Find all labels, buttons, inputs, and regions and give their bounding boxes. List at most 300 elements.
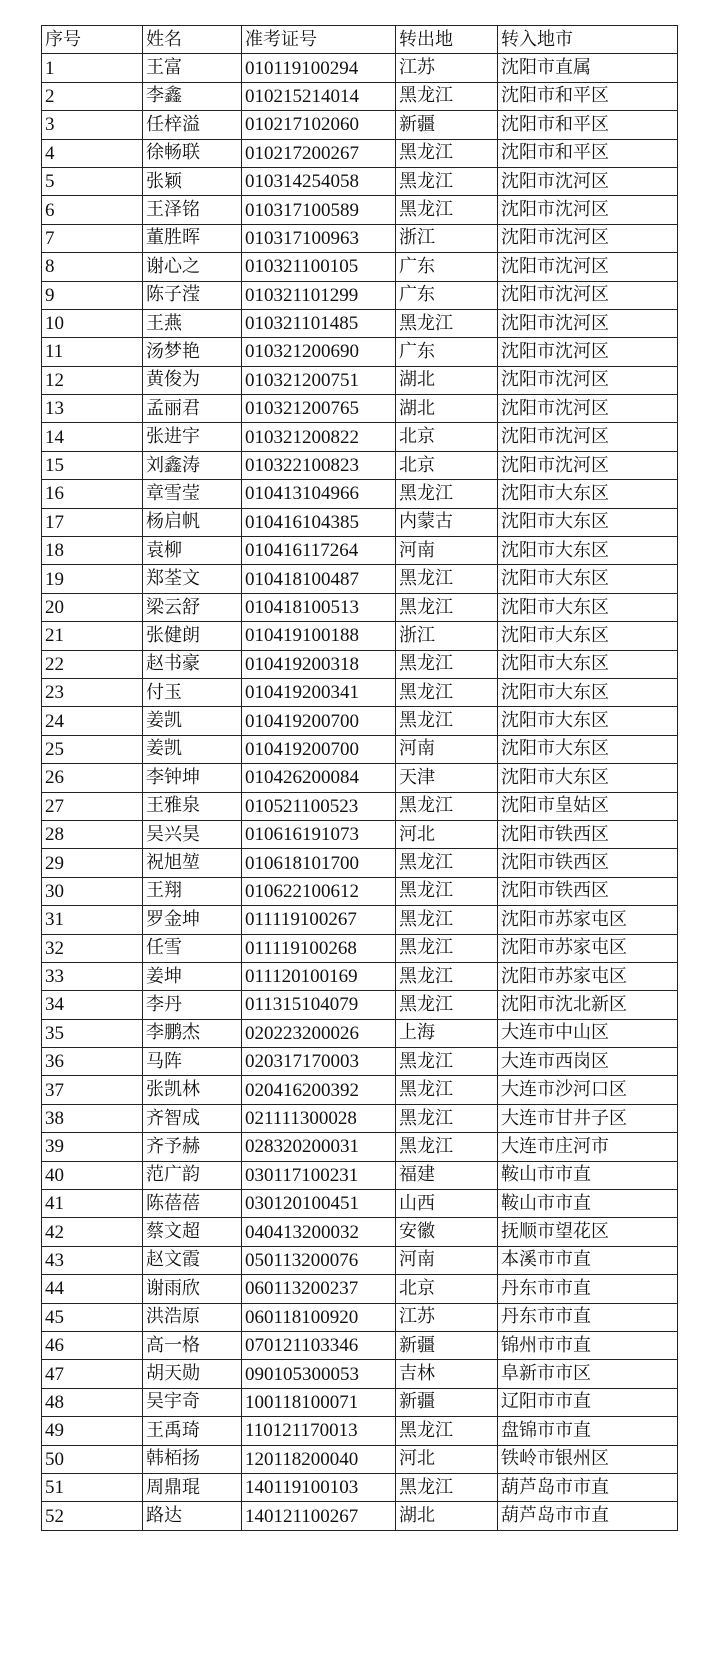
- table-row: [42, 1161, 678, 1189]
- cell-name: 李钟坤: [143, 764, 242, 792]
- cell-origin: 内蒙古: [396, 508, 498, 536]
- cell-name: 张健朗: [143, 622, 242, 650]
- cell-serial-number: 4: [42, 139, 143, 167]
- cell-exam-id: 050113200076: [242, 1246, 396, 1274]
- cell-name: 罗金坤: [143, 906, 242, 934]
- cell-destination: 锦州市市直: [498, 1331, 678, 1359]
- cell-origin: 黑龙江: [396, 1473, 498, 1501]
- cell-destination: 大连市庄河市: [498, 1133, 678, 1161]
- cell-destination: 沈阳市铁西区: [498, 820, 678, 848]
- cell-origin: 黑龙江: [396, 82, 498, 110]
- cell-origin: 江苏: [396, 1303, 498, 1331]
- cell-serial-number: 12: [42, 366, 143, 394]
- cell-serial-number: 13: [42, 395, 143, 423]
- cell-serial-number: 2: [42, 82, 143, 110]
- cell-exam-id: 010616191073: [242, 820, 396, 848]
- cell-exam-id: 010321200751: [242, 366, 396, 394]
- cell-destination: 丹东市市直: [498, 1303, 678, 1331]
- cell-origin: 黑龙江: [396, 1133, 498, 1161]
- cell-destination: 本溪市市直: [498, 1246, 678, 1274]
- cell-destination: 沈阳市大东区: [498, 764, 678, 792]
- cell-name: 王翔: [143, 877, 242, 905]
- cell-origin: 黑龙江: [396, 792, 498, 820]
- cell-name: 陈子滢: [143, 281, 242, 309]
- table-row: [42, 849, 678, 877]
- cell-exam-id: 030117100231: [242, 1161, 396, 1189]
- cell-destination: 葫芦岛市市直: [498, 1473, 678, 1501]
- cell-name: 吴兴昊: [143, 820, 242, 848]
- cell-exam-id: 020223200026: [242, 1019, 396, 1047]
- cell-exam-id: 010622100612: [242, 877, 396, 905]
- cell-destination: 大连市沙河口区: [498, 1076, 678, 1104]
- cell-serial-number: 23: [42, 678, 143, 706]
- cell-serial-number: 46: [42, 1331, 143, 1359]
- table-row: [42, 820, 678, 848]
- header-serial-number: 序号: [42, 26, 143, 54]
- cell-origin: 黑龙江: [396, 1104, 498, 1132]
- cell-name: 任梓溢: [143, 111, 242, 139]
- cell-name: 洪浩原: [143, 1303, 242, 1331]
- cell-serial-number: 24: [42, 707, 143, 735]
- cell-exam-id: 010419200700: [242, 707, 396, 735]
- cell-serial-number: 16: [42, 480, 143, 508]
- cell-origin: 黑龙江: [396, 309, 498, 337]
- table-row: [42, 1104, 678, 1132]
- cell-serial-number: 37: [42, 1076, 143, 1104]
- cell-origin: 黑龙江: [396, 849, 498, 877]
- table-row: [42, 1076, 678, 1104]
- cell-name: 高一格: [143, 1331, 242, 1359]
- cell-name: 路达: [143, 1502, 242, 1530]
- cell-destination: 沈阳市沈河区: [498, 309, 678, 337]
- table-row: [42, 224, 678, 252]
- cell-exam-id: 010217102060: [242, 111, 396, 139]
- cell-name: 章雪莹: [143, 480, 242, 508]
- cell-name: 姜坤: [143, 962, 242, 990]
- cell-destination: 沈阳市沈河区: [498, 451, 678, 479]
- table-row: [42, 877, 678, 905]
- cell-exam-id: 010314254058: [242, 167, 396, 195]
- cell-serial-number: 42: [42, 1218, 143, 1246]
- cell-exam-id: 030120100451: [242, 1190, 396, 1218]
- table-row: [42, 537, 678, 565]
- cell-exam-id: 010317100963: [242, 224, 396, 252]
- cell-destination: 沈阳市大东区: [498, 622, 678, 650]
- table-row: [42, 338, 678, 366]
- cell-destination: 沈阳市沈河区: [498, 395, 678, 423]
- table-row: [42, 1218, 678, 1246]
- cell-origin: 黑龙江: [396, 593, 498, 621]
- cell-destination: 葫芦岛市市直: [498, 1502, 678, 1530]
- cell-name: 祝旭堃: [143, 849, 242, 877]
- cell-origin: 黑龙江: [396, 650, 498, 678]
- cell-destination: 沈阳市大东区: [498, 480, 678, 508]
- cell-serial-number: 48: [42, 1388, 143, 1416]
- table-row: [42, 565, 678, 593]
- cell-name: 徐畅联: [143, 139, 242, 167]
- cell-name: 王富: [143, 54, 242, 82]
- cell-origin: 黑龙江: [396, 480, 498, 508]
- cell-destination: 沈阳市沈河区: [498, 224, 678, 252]
- cell-exam-id: 120118200040: [242, 1445, 396, 1473]
- cell-exam-id: 010217200267: [242, 139, 396, 167]
- cell-origin: 新疆: [396, 1331, 498, 1359]
- cell-destination: 沈阳市苏家屯区: [498, 934, 678, 962]
- table-row: [42, 1275, 678, 1303]
- cell-exam-id: 140121100267: [242, 1502, 396, 1530]
- cell-serial-number: 33: [42, 962, 143, 990]
- cell-origin: 江苏: [396, 54, 498, 82]
- cell-name: 董胜晖: [143, 224, 242, 252]
- cell-exam-id: 010416117264: [242, 537, 396, 565]
- cell-name: 张进宇: [143, 423, 242, 451]
- table-row: [42, 253, 678, 281]
- cell-serial-number: 32: [42, 934, 143, 962]
- cell-origin: 湖北: [396, 1502, 498, 1530]
- cell-name: 郑荃文: [143, 565, 242, 593]
- cell-exam-id: 140119100103: [242, 1473, 396, 1501]
- cell-origin: 河北: [396, 1445, 498, 1473]
- cell-origin: 浙江: [396, 224, 498, 252]
- table-row: [42, 1331, 678, 1359]
- cell-destination: 沈阳市大东区: [498, 537, 678, 565]
- cell-destination: 沈阳市和平区: [498, 82, 678, 110]
- table-row: [42, 309, 678, 337]
- cell-serial-number: 7: [42, 224, 143, 252]
- table-row: [42, 707, 678, 735]
- table-row: [42, 1360, 678, 1388]
- cell-exam-id: 010521100523: [242, 792, 396, 820]
- table-row: [42, 508, 678, 536]
- cell-origin: 黑龙江: [396, 877, 498, 905]
- cell-name: 韩栢扬: [143, 1445, 242, 1473]
- cell-name: 张颖: [143, 167, 242, 195]
- cell-exam-id: 010419200318: [242, 650, 396, 678]
- cell-name: 汤梦艳: [143, 338, 242, 366]
- header-exam-id: 准考证号: [242, 26, 396, 54]
- table-row: [42, 366, 678, 394]
- cell-name: 马阵: [143, 1048, 242, 1076]
- table-row: [42, 1445, 678, 1473]
- cell-destination: 沈阳市和平区: [498, 111, 678, 139]
- cell-origin: 黑龙江: [396, 1417, 498, 1445]
- cell-origin: 湖北: [396, 395, 498, 423]
- cell-exam-id: 010419200341: [242, 678, 396, 706]
- cell-serial-number: 43: [42, 1246, 143, 1274]
- table-row: [42, 792, 678, 820]
- cell-name: 胡天勋: [143, 1360, 242, 1388]
- cell-destination: 辽阳市市直: [498, 1388, 678, 1416]
- cell-name: 王燕: [143, 309, 242, 337]
- cell-serial-number: 22: [42, 650, 143, 678]
- cell-exam-id: 010419200700: [242, 735, 396, 763]
- transfer-student-table: [41, 25, 678, 1531]
- table-row: [42, 395, 678, 423]
- header-name: 姓名: [143, 26, 242, 54]
- cell-serial-number: 45: [42, 1303, 143, 1331]
- cell-origin: 广东: [396, 281, 498, 309]
- cell-origin: 黑龙江: [396, 934, 498, 962]
- table-row: [42, 735, 678, 763]
- cell-serial-number: 25: [42, 735, 143, 763]
- cell-origin: 山西: [396, 1190, 498, 1218]
- cell-name: 杨启帆: [143, 508, 242, 536]
- cell-exam-id: 010322100823: [242, 451, 396, 479]
- cell-destination: 大连市中山区: [498, 1019, 678, 1047]
- cell-origin: 广东: [396, 338, 498, 366]
- table-row: [42, 962, 678, 990]
- cell-destination: 沈阳市沈河区: [498, 338, 678, 366]
- cell-serial-number: 49: [42, 1417, 143, 1445]
- cell-destination: 沈阳市直属: [498, 54, 678, 82]
- cell-serial-number: 30: [42, 877, 143, 905]
- cell-destination: 大连市甘井子区: [498, 1104, 678, 1132]
- cell-name: 刘鑫涛: [143, 451, 242, 479]
- cell-origin: 黑龙江: [396, 565, 498, 593]
- cell-destination: 沈阳市沈河区: [498, 196, 678, 224]
- cell-exam-id: 010321200765: [242, 395, 396, 423]
- cell-name: 蔡文超: [143, 1218, 242, 1246]
- header-origin: 转出地: [396, 26, 498, 54]
- cell-exam-id: 020416200392: [242, 1076, 396, 1104]
- cell-name: 王禹琦: [143, 1417, 242, 1445]
- cell-destination: 沈阳市铁西区: [498, 849, 678, 877]
- cell-exam-id: 010418100487: [242, 565, 396, 593]
- cell-serial-number: 47: [42, 1360, 143, 1388]
- table-row: [42, 593, 678, 621]
- cell-serial-number: 40: [42, 1161, 143, 1189]
- cell-serial-number: 27: [42, 792, 143, 820]
- table-row: [42, 1019, 678, 1047]
- cell-serial-number: 18: [42, 537, 143, 565]
- cell-origin: 黑龙江: [396, 962, 498, 990]
- cell-name: 周鼎琨: [143, 1473, 242, 1501]
- cell-destination: 沈阳市铁西区: [498, 877, 678, 905]
- cell-name: 王雅泉: [143, 792, 242, 820]
- table-row: [42, 139, 678, 167]
- cell-origin: 黑龙江: [396, 1048, 498, 1076]
- cell-origin: 黑龙江: [396, 906, 498, 934]
- cell-origin: 湖北: [396, 366, 498, 394]
- cell-destination: 抚顺市望花区: [498, 1218, 678, 1246]
- table-row: [42, 1246, 678, 1274]
- table-row: [42, 991, 678, 1019]
- cell-serial-number: 38: [42, 1104, 143, 1132]
- cell-destination: 阜新市市区: [498, 1360, 678, 1388]
- cell-serial-number: 10: [42, 309, 143, 337]
- table-row: [42, 54, 678, 82]
- cell-exam-id: 010119100294: [242, 54, 396, 82]
- cell-origin: 吉林: [396, 1360, 498, 1388]
- cell-exam-id: 010215214014: [242, 82, 396, 110]
- cell-name: 范广韵: [143, 1161, 242, 1189]
- cell-exam-id: 110121170013: [242, 1417, 396, 1445]
- cell-destination: 沈阳市苏家屯区: [498, 962, 678, 990]
- cell-origin: 黑龙江: [396, 139, 498, 167]
- cell-origin: 浙江: [396, 622, 498, 650]
- cell-exam-id: 010416104385: [242, 508, 396, 536]
- cell-serial-number: 8: [42, 253, 143, 281]
- cell-serial-number: 6: [42, 196, 143, 224]
- cell-origin: 黑龙江: [396, 167, 498, 195]
- table-body: [42, 54, 678, 1530]
- cell-serial-number: 34: [42, 991, 143, 1019]
- cell-exam-id: 010321101485: [242, 309, 396, 337]
- cell-serial-number: 51: [42, 1473, 143, 1501]
- cell-serial-number: 9: [42, 281, 143, 309]
- cell-exam-id: 010321200690: [242, 338, 396, 366]
- table-row: [42, 678, 678, 706]
- cell-origin: 黑龙江: [396, 707, 498, 735]
- cell-exam-id: 100118100071: [242, 1388, 396, 1416]
- cell-destination: 鞍山市市直: [498, 1190, 678, 1218]
- table-row: [42, 281, 678, 309]
- table-row: [42, 764, 678, 792]
- cell-exam-id: 010418100513: [242, 593, 396, 621]
- cell-destination: 大连市西岗区: [498, 1048, 678, 1076]
- cell-serial-number: 36: [42, 1048, 143, 1076]
- cell-exam-id: 010426200084: [242, 764, 396, 792]
- cell-destination: 沈阳市沈河区: [498, 423, 678, 451]
- cell-name: 王泽铭: [143, 196, 242, 224]
- table-row: [42, 1417, 678, 1445]
- cell-origin: 黑龙江: [396, 196, 498, 224]
- table-row: [42, 1048, 678, 1076]
- table-row: [42, 1190, 678, 1218]
- cell-serial-number: 29: [42, 849, 143, 877]
- table-row: [42, 1502, 678, 1530]
- cell-serial-number: 52: [42, 1502, 143, 1530]
- table-row: [42, 1133, 678, 1161]
- cell-name: 吴宇奇: [143, 1388, 242, 1416]
- table-row: [42, 934, 678, 962]
- cell-name: 赵书豪: [143, 650, 242, 678]
- cell-serial-number: 14: [42, 423, 143, 451]
- table-row: [42, 451, 678, 479]
- cell-destination: 沈阳市沈河区: [498, 167, 678, 195]
- cell-origin: 黑龙江: [396, 678, 498, 706]
- cell-exam-id: 011315104079: [242, 991, 396, 1019]
- header-row: [42, 26, 678, 54]
- cell-origin: 福建: [396, 1161, 498, 1189]
- cell-exam-id: 011120100169: [242, 962, 396, 990]
- cell-exam-id: 060113200237: [242, 1275, 396, 1303]
- cell-exam-id: 010419100188: [242, 622, 396, 650]
- cell-name: 李鑫: [143, 82, 242, 110]
- cell-origin: 黑龙江: [396, 1076, 498, 1104]
- cell-destination: 鞍山市市直: [498, 1161, 678, 1189]
- table-row: [42, 196, 678, 224]
- cell-name: 谢心之: [143, 253, 242, 281]
- cell-serial-number: 3: [42, 111, 143, 139]
- cell-serial-number: 11: [42, 338, 143, 366]
- cell-serial-number: 17: [42, 508, 143, 536]
- table-row: [42, 1473, 678, 1501]
- cell-origin: 新疆: [396, 1388, 498, 1416]
- cell-exam-id: 021111300028: [242, 1104, 396, 1132]
- cell-name: 任雪: [143, 934, 242, 962]
- table-row: [42, 1388, 678, 1416]
- cell-destination: 沈阳市皇姑区: [498, 792, 678, 820]
- cell-destination: 沈阳市大东区: [498, 565, 678, 593]
- table-row: [42, 111, 678, 139]
- cell-exam-id: 011119100268: [242, 934, 396, 962]
- cell-serial-number: 50: [42, 1445, 143, 1473]
- cell-destination: 沈阳市和平区: [498, 139, 678, 167]
- table-row: [42, 622, 678, 650]
- cell-exam-id: 060118100920: [242, 1303, 396, 1331]
- table-row: [42, 480, 678, 508]
- cell-destination: 沈阳市大东区: [498, 678, 678, 706]
- cell-name: 齐予赫: [143, 1133, 242, 1161]
- cell-exam-id: 010618101700: [242, 849, 396, 877]
- cell-exam-id: 010413104966: [242, 480, 396, 508]
- cell-name: 李丹: [143, 991, 242, 1019]
- cell-destination: 铁岭市银州区: [498, 1445, 678, 1473]
- cell-destination: 沈阳市沈河区: [498, 366, 678, 394]
- table-row: [42, 1303, 678, 1331]
- cell-exam-id: 010321200822: [242, 423, 396, 451]
- cell-destination: 沈阳市大东区: [498, 707, 678, 735]
- cell-origin: 天津: [396, 764, 498, 792]
- cell-serial-number: 19: [42, 565, 143, 593]
- cell-name: 姜凯: [143, 707, 242, 735]
- cell-name: 陈蓓蓓: [143, 1190, 242, 1218]
- cell-serial-number: 35: [42, 1019, 143, 1047]
- cell-exam-id: 011119100267: [242, 906, 396, 934]
- cell-name: 李鹏杰: [143, 1019, 242, 1047]
- cell-serial-number: 20: [42, 593, 143, 621]
- cell-origin: 安徽: [396, 1218, 498, 1246]
- cell-origin: 河南: [396, 537, 498, 565]
- cell-serial-number: 39: [42, 1133, 143, 1161]
- cell-serial-number: 44: [42, 1275, 143, 1303]
- cell-name: 袁柳: [143, 537, 242, 565]
- cell-origin: 北京: [396, 423, 498, 451]
- table-header: [42, 26, 678, 54]
- cell-destination: 丹东市市直: [498, 1275, 678, 1303]
- cell-serial-number: 31: [42, 906, 143, 934]
- cell-origin: 广东: [396, 253, 498, 281]
- cell-origin: 上海: [396, 1019, 498, 1047]
- cell-origin: 北京: [396, 1275, 498, 1303]
- cell-destination: 沈阳市大东区: [498, 650, 678, 678]
- cell-origin: 北京: [396, 451, 498, 479]
- cell-name: 张凯林: [143, 1076, 242, 1104]
- cell-exam-id: 090105300053: [242, 1360, 396, 1388]
- cell-serial-number: 28: [42, 820, 143, 848]
- table-row: [42, 167, 678, 195]
- cell-destination: 盘锦市市直: [498, 1417, 678, 1445]
- cell-name: 付玉: [143, 678, 242, 706]
- cell-destination: 沈阳市大东区: [498, 593, 678, 621]
- table-row: [42, 650, 678, 678]
- cell-name: 赵文霞: [143, 1246, 242, 1274]
- cell-exam-id: 040413200032: [242, 1218, 396, 1246]
- cell-name: 齐智成: [143, 1104, 242, 1132]
- cell-destination: 沈阳市大东区: [498, 508, 678, 536]
- cell-destination: 沈阳市大东区: [498, 735, 678, 763]
- cell-exam-id: 010321100105: [242, 253, 396, 281]
- cell-exam-id: 070121103346: [242, 1331, 396, 1359]
- cell-serial-number: 5: [42, 167, 143, 195]
- cell-serial-number: 21: [42, 622, 143, 650]
- cell-origin: 河北: [396, 820, 498, 848]
- cell-origin: 黑龙江: [396, 991, 498, 1019]
- cell-destination: 沈阳市沈河区: [498, 253, 678, 281]
- cell-destination: 沈阳市沈河区: [498, 281, 678, 309]
- cell-exam-id: 020317170003: [242, 1048, 396, 1076]
